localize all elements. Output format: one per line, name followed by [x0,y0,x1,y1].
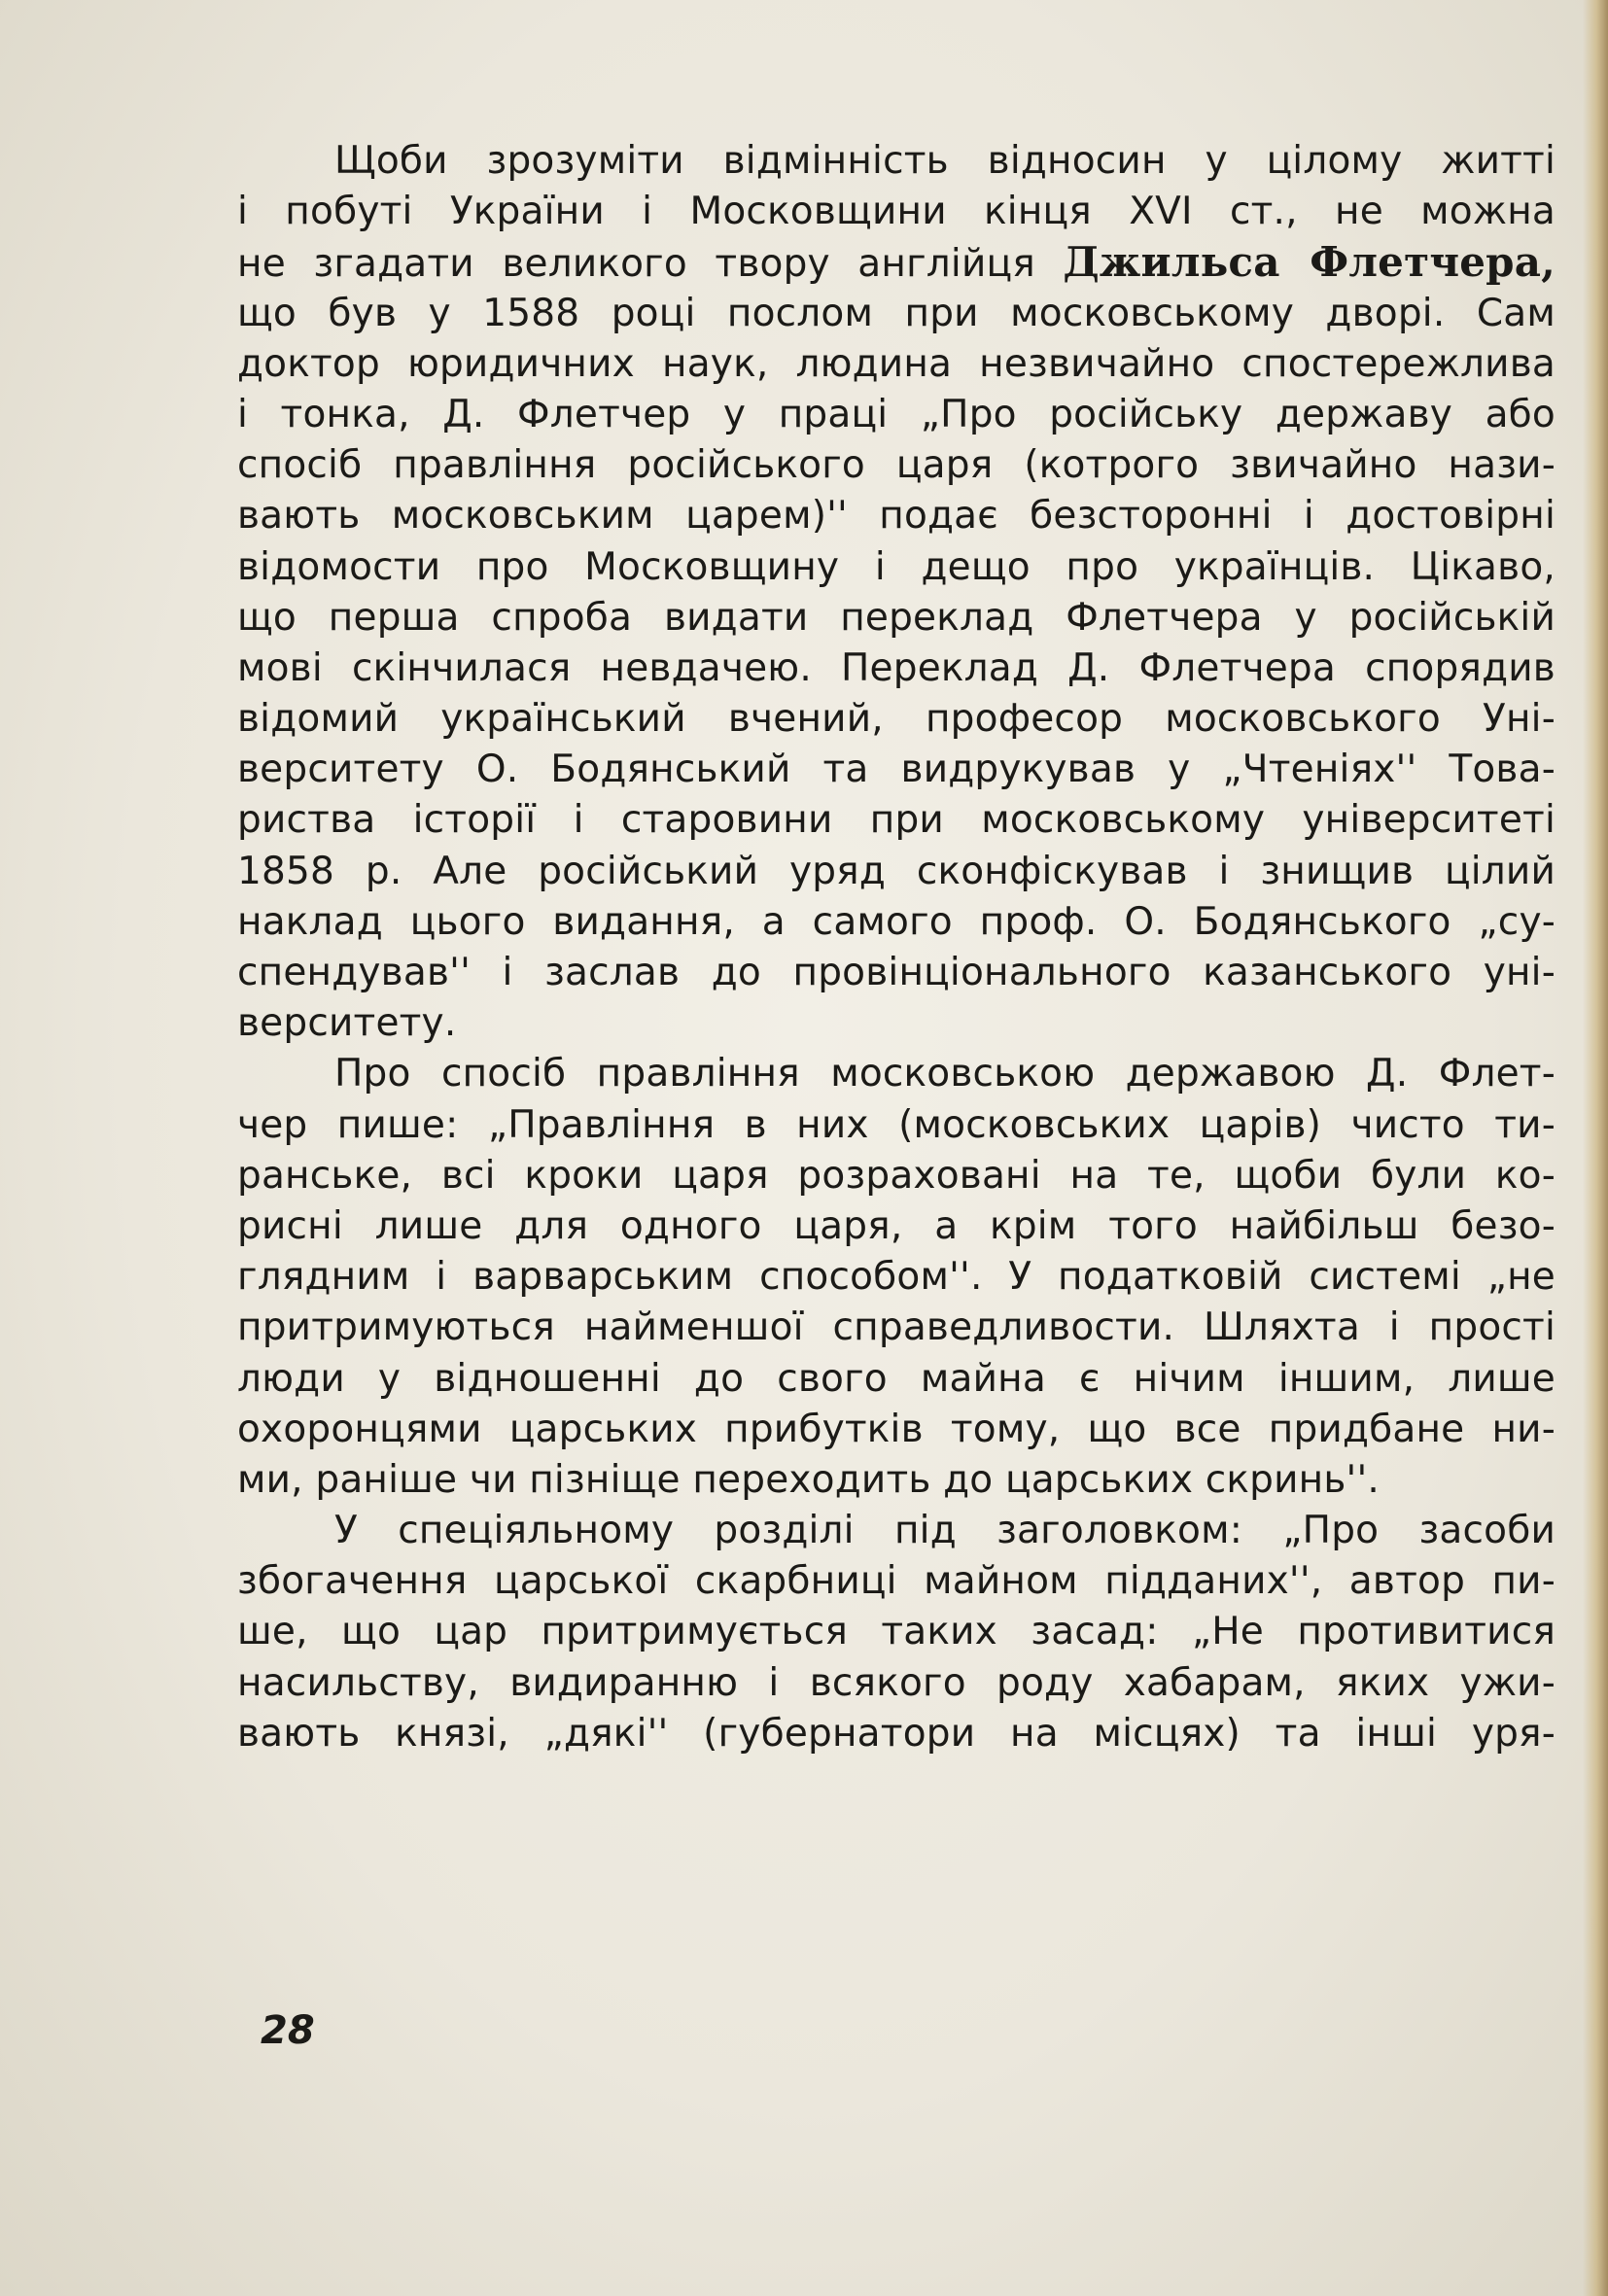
author-name-bold: Джильса Флетчера, [1063,238,1556,287]
text-line: що був у 1588 році послом при московському дворі. Сам [237,291,1556,335]
text-line: Щоби зрозуміти відмінність відносин у цілому житті [334,139,1556,183]
text-line: мові скінчилася невдачею. Переклад Д. Флетчера спорядив [237,645,1556,690]
text-line: притримуються найменшої справедливости. Шляхта і прості [237,1305,1556,1350]
text-line: вають московським царем)'' подає безсторонні і достовірні [237,494,1556,539]
text-line: що перша спроба видати переклад Флетчера у російській [237,595,1556,640]
text-line: верситету О. Бодянський та видрукував у „Чтеніях'' Това- [237,748,1556,792]
text-line: збогачення царської скарбниці майном підданих'', автор пи- [237,1559,1556,1604]
text-line: і тонка, Д. Флетчер у праці „Про російську державу або [237,392,1556,436]
text-line: ранське, всі кроки царя розраховані на те, щоби були ко- [237,1153,1556,1198]
text-line: вають князі, „дякі'' (губернатори на місцях) та інші уря- [237,1711,1556,1756]
text-line: 1858 р. Але російський уряд сконфіскував і знищив цілий [237,849,1556,893]
text-line [237,237,1556,288]
text-line: і побуті України і Московщини кінця XVI ст., не можна [237,190,1556,234]
text-line: ше, що цар притримується таких засад: „Не противитися [237,1610,1556,1654]
text-line: рисні лише для одного царя, а крім того найбільш безо- [237,1203,1556,1248]
text-line: доктор юридичних наук, людина незвичайно спостережлива [237,341,1556,386]
text-line: люди у відношенні до свого майна є нічим іншим, лише [237,1356,1556,1401]
text-line: відомий український вчений, професор московського Уні- [237,697,1556,742]
text-line: У спеціяльному розділі під заголовком: „Про засоби [334,1509,1556,1553]
text-line: охоронцями царських прибутків тому, що все придбане ни- [237,1407,1556,1451]
text-line: відомости про Московщину і дещо про українців. Цікаво, [237,544,1556,589]
text-line: чер пише: „Правління в них (московських царів) чисто ти- [237,1102,1556,1147]
page-edge-shadow [1583,0,1608,2296]
text-line: спосіб правління російського царя (котрого звичайно нази- [237,443,1556,488]
body-text [237,136,1556,1759]
text-line: риства історії і старовини при московському університеті [237,798,1556,843]
text-line: верситету. [237,1001,457,1046]
text-line: глядним і варварським способом''. У податковій системі „не [237,1255,1556,1300]
text-line: наклад цього видання, а самого проф. О. Бодянського „су- [237,899,1556,944]
text-line: спендував'' і заслав до провінціонального казанського уні- [237,951,1556,994]
page-number: 28 [261,2008,315,2053]
text-line: насильству, видиранню і всякого роду хабарам, яких ужи- [237,1660,1556,1705]
text-fragment: не згадати великого твору англійця [237,242,1064,287]
text-line: ми, раніше чи пізніще переходить до царських скринь''. [237,1457,1380,1502]
text-line: Про спосіб правління московською державою Д. Флет- [334,1052,1556,1096]
